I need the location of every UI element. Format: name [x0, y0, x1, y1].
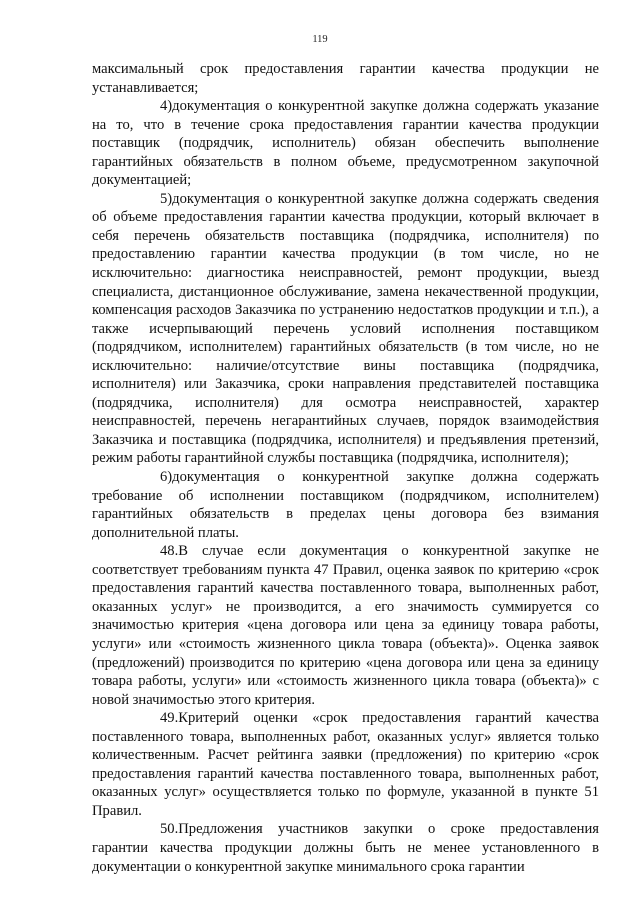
- clause-number: 48.: [160, 543, 179, 560]
- clause-number: 49.: [160, 710, 179, 727]
- list-item-4: [92, 97, 599, 190]
- paragraph-text: документация о конкурентной закупке должна содержать требование об исполнении поставщиком (подрядчиком, исполнителем) гарантийных обязательств в пределах цены договора без взимания дополнительной платы.: [92, 469, 599, 541]
- item-number: 4): [160, 98, 173, 115]
- paragraph-continuation: [92, 60, 599, 97]
- list-item-5: [92, 190, 599, 468]
- document-body: [92, 60, 599, 876]
- paragraph-text: максимальный срок предоставления гарантии качества продукции не устанавливается;: [92, 61, 599, 96]
- clause-49: [92, 709, 599, 820]
- paragraph-text: Критерий оценки «срок предоставления гарантий качества поставленного товара, выполненных работ, оказанных услуг» является только количественным. Расчет рейтинга заявки (предложения) по критерию «срок предоставления гарантий качества поставленного товара, выполненных работ, оказанных услуг» осуществляется только по формуле, указанной в пункте 51 Правил.: [92, 710, 599, 819]
- clause-50: [92, 820, 599, 876]
- page-number: 119: [312, 34, 328, 45]
- clause-number: 50.: [160, 821, 179, 838]
- list-item-6: [92, 468, 599, 542]
- paragraph-text: документация о конкурентной закупке должна содержать указание на то, что в течение срока предоставления гарантии качества продукции поставщик (подрядчик, исполнитель) обязан обеспечить выполнение гарантийных обязательств в полном объеме, предусмотренном закупочной документацией;: [92, 98, 599, 189]
- item-number: 5): [160, 190, 173, 207]
- paragraph-text: документация о конкурентной закупке должна содержать сведения об объеме предоставления гарантии качества продукции, который включает в себя перечень обязательств поставщика (подрядчика, исполнителя) по предоставлению гарантии качества продукции (в том числе, но не исключительно: диагностика неисправностей, ремонт продукции, выезд специалиста, дистанционное обслуживание, замена некачественной продукции, компенсация расходов Заказчика по устранению недостатков продукции и т.п.), а также исчерпывающий перечень условий исполнения поставщиком (подрядчиком, исполнителем) гарантийных обязательств (в том числе, но не исключительно: наличие/отсутствие вины поставщика (подрядчика, исполнителя) или Заказчика, сроки направления представителей поставщика (подрядчика, исполнителя) для осмотра неисправностей, характер неисправностей, перечень негарантийных случаев, порядок взаимодействия Заказчика и поставщика (подрядчика, исполнителя) и предъявления претензий, режим работы гарантийной службы поставщика (подрядчика, исполнителя);: [92, 190, 599, 467]
- paragraph-text: В случае если документация о конкурентной закупке не соответствует требованиям пункта 47 Правил, оценка заявок по критерию «срок предоставления гарантий качества поставленного товара, выполненных работ, оказанных услуг» не производится, а его значимость суммируется со значимостью критерия «цена договора или цена за единицу товара работы, услуги» или «стоимость жизненного цикла товара (объекта)». Оценка заявок (предложений) производится по критерию «цена договора или цена за единицу товара работы, услуги» или «стоимость жизненного цикла товара (объекта)» с новой значимостью этого критерия.: [92, 543, 599, 708]
- paragraph-text: Предложения участников закупки о сроке предоставления гарантии качества продукции должны быть не менее установленного в документации о конкурентной закупке минимального срока гарантии: [92, 821, 599, 875]
- item-number: 6): [160, 469, 173, 486]
- clause-48: [92, 542, 599, 709]
